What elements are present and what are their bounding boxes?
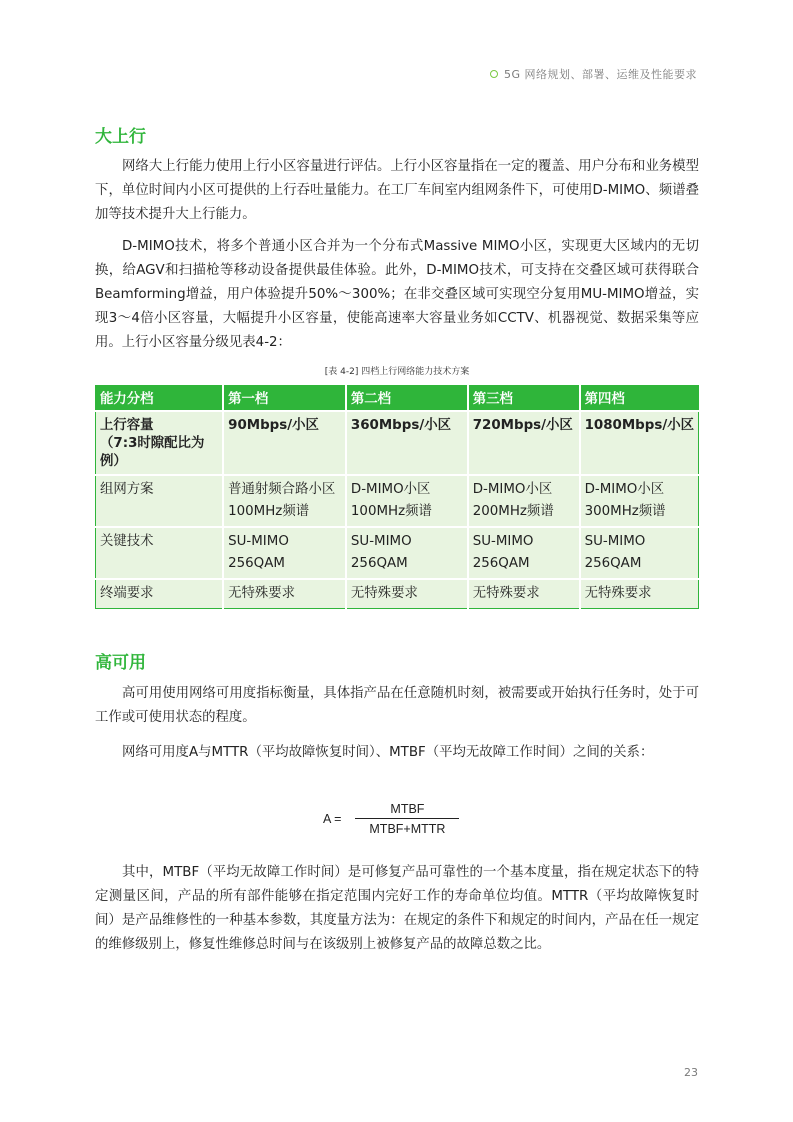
uplink-capacity-table bbox=[95, 385, 699, 609]
table-header-row bbox=[96, 385, 699, 411]
availability-formula bbox=[323, 802, 459, 836]
paragraph-mtbf-mttr-definition: 其中，MTBF（平均无故障工作时间）是可修复产品可靠性的一个基本度量，指在规定状态下的特定测量区间，产品的所有部件能够在指定范围内完好工作的寿命单位均值。MTTR（平均故障恢复时间）是产品维修性的一种基本参数，其度量方法为：在规定的条件下和规定的时间内，产品在任一规定的维修级别上，修复性维修总时间与在该级别上被修复产品的故障总数之比。 bbox=[95, 865, 699, 952]
table-cell: D-MIMO小区 300MHz频谱 bbox=[580, 475, 699, 527]
formula-numerator: MTBF bbox=[390, 802, 425, 816]
header-cell: 第二档 bbox=[346, 385, 468, 411]
paragraph-availability-intro: 高可用使用网络可用度指标衡量，具体指产品在任意随机时刻，被需要或开始执行任务时，处于可工作或可使用状态的程度。 bbox=[95, 686, 699, 725]
table-row bbox=[96, 475, 699, 527]
row-label: 上行容量 （7:3时隙配比为例） bbox=[96, 411, 224, 475]
circle-bullet-icon bbox=[490, 70, 498, 78]
table-row bbox=[96, 579, 699, 609]
section-title-uplink: 大上行 bbox=[95, 127, 146, 147]
table-cell: 无特殊要求 bbox=[223, 579, 346, 609]
table-cell: SU-MIMO 256QAM bbox=[580, 527, 699, 579]
page-number: 23 bbox=[684, 1066, 698, 1079]
paragraph-availability-relation: 网络可用度A与MTTR（平均故障恢复时间）、MTBF（平均无故障工作时间）之间的关系： bbox=[122, 745, 654, 760]
paragraph-dmimo: D-MIMO技术，将多个普通小区合并为一个分布式Massive MIMO小区，实现更大区域内的无切换，给AGV和扫描枪等移动设备提供最佳体验。此外，D-MIMO技术，可支持在交叠区域可获得联合Beamforming增益，用户体验提升50%～300%；在非交叠区域可实现空分复用MU-MIMO增益，实现3～4倍小区容量，大幅提升小区容量，使能高速率大容量业务如CCTV、机器视觉、数据采集等应用。上行小区容量分级见表4-2： bbox=[95, 239, 699, 350]
table-cell: 90Mbps/小区 bbox=[223, 411, 346, 475]
table-cell: D-MIMO小区 100MHz频谱 bbox=[346, 475, 468, 527]
table-row bbox=[96, 527, 699, 579]
section-title-high-availability: 高可用 bbox=[95, 653, 146, 673]
table-cell: 无特殊要求 bbox=[468, 579, 580, 609]
table-cell: SU-MIMO 256QAM bbox=[468, 527, 580, 579]
table-cell: 无特殊要求 bbox=[346, 579, 468, 609]
running-header bbox=[490, 66, 697, 82]
formula-fraction bbox=[355, 802, 459, 836]
header-cell: 第一档 bbox=[223, 385, 346, 411]
table-caption: [表 4-2] 四档上行网络能力技术方案 bbox=[324, 367, 470, 377]
table-cell: 普通射频合路小区 100MHz频谱 bbox=[223, 475, 346, 527]
paragraph-uplink-intro: 网络大上行能力使用上行小区容量进行评估。上行小区容量指在一定的覆盖、用户分布和业务模型下，单位时间内小区可提供的上行吞吐量能力。在工厂车间室内组网条件下，可使用D-MIMO、频谱叠加等技术提升大上行能力。 bbox=[95, 159, 699, 222]
running-title: 5G 网络规划、部署、运维及性能要求 bbox=[503, 68, 697, 81]
header-cell: 能力分档 bbox=[96, 385, 224, 411]
table-cell: 无特殊要求 bbox=[580, 579, 699, 609]
formula-denominator: MTBF+MTTR bbox=[369, 822, 446, 836]
row-label: 组网方案 bbox=[96, 475, 224, 527]
table-cell: D-MIMO小区 200MHz频谱 bbox=[468, 475, 580, 527]
table-cell: 1080Mbps/小区 bbox=[580, 411, 699, 475]
table-row bbox=[96, 411, 699, 475]
table-cell: 720Mbps/小区 bbox=[468, 411, 580, 475]
row-label: 终端要求 bbox=[96, 579, 224, 609]
header-cell: 第四档 bbox=[580, 385, 699, 411]
table-cell: SU-MIMO 256QAM bbox=[223, 527, 346, 579]
table-cell: 360Mbps/小区 bbox=[346, 411, 468, 475]
header-cell: 第三档 bbox=[468, 385, 580, 411]
formula-lhs: A = bbox=[323, 812, 342, 826]
table-cell: SU-MIMO 256QAM bbox=[346, 527, 468, 579]
row-label: 关键技术 bbox=[96, 527, 224, 579]
